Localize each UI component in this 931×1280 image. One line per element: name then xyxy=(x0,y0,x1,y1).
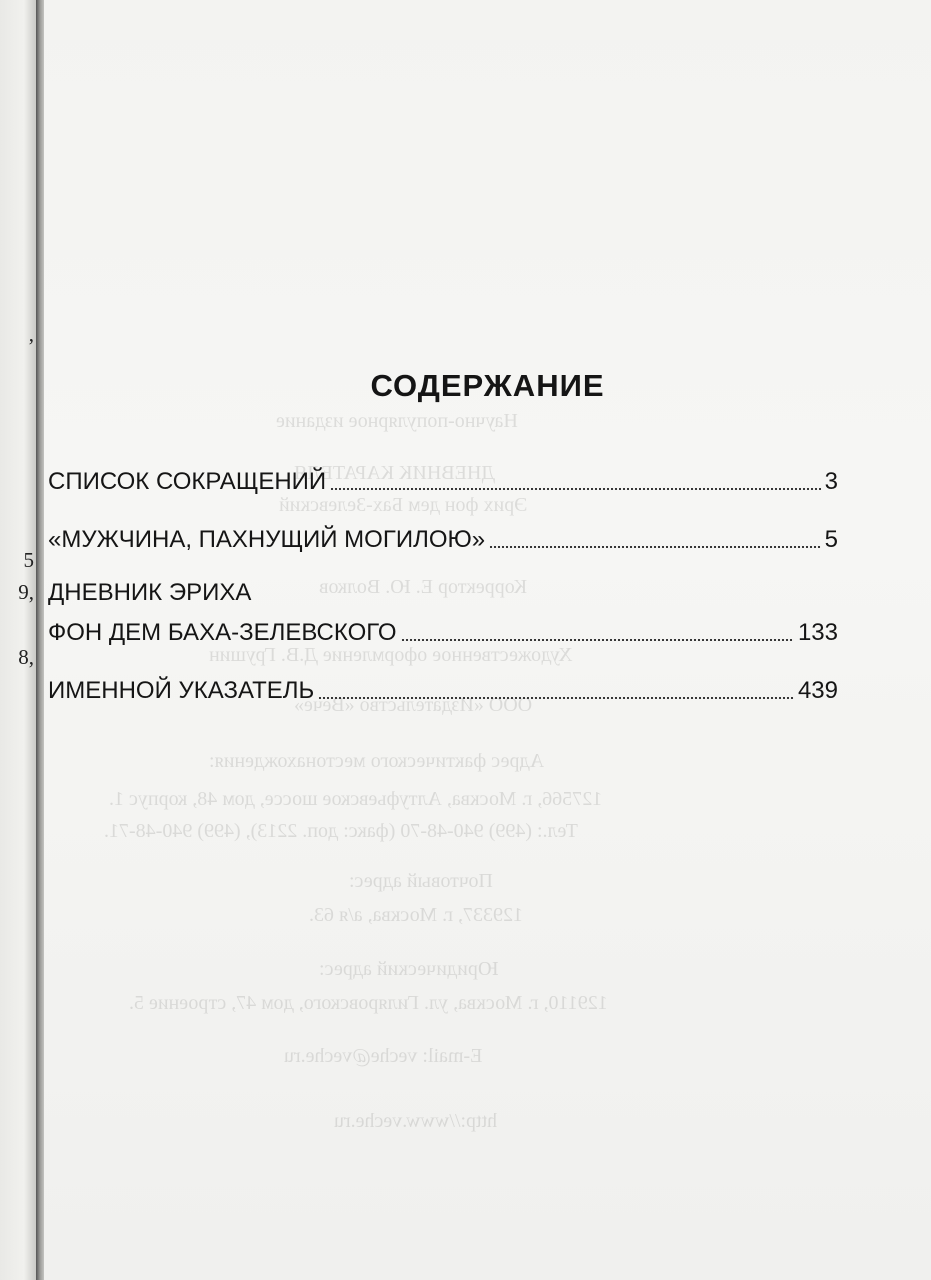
toc-entry-abbreviations[interactable] xyxy=(48,466,838,498)
toc-entry-title-line1: ДНЕВНИК ЭРИХА xyxy=(48,579,252,606)
toc-entry-title: ИМЕННОЙ УКАЗАТЕЛЬ xyxy=(48,677,315,704)
dot-leader xyxy=(318,697,794,699)
show-through-line: Адрес фактического местонахождения: xyxy=(209,750,545,772)
show-through-line: 129110, г. Москва, ул. Гиляровского, дом 47, строение 5. xyxy=(129,992,608,1014)
show-through-line: 129337, г. Москва, а/я 63. xyxy=(309,904,524,926)
show-through-line: Эрих фон дем Бах-Зелевский xyxy=(279,494,528,516)
show-through-line: http://www.veche.ru xyxy=(334,1110,498,1132)
toc-entry-man-smelling-of-grave[interactable] xyxy=(48,524,838,556)
prev-page-fragment: 5 xyxy=(23,548,34,572)
toc-entry-page: 5 xyxy=(824,526,838,553)
show-through-line: E-mail: veche@veche.ru xyxy=(284,1045,483,1067)
toc-entry-title: «МУЖЧИНА, ПАХНУЩИЙ МОГИЛОЮ» xyxy=(48,526,486,553)
show-through-line: Корректор Е. Ю. Волков xyxy=(319,576,528,598)
show-through-line: Научно-популярное издание xyxy=(276,410,518,432)
toc-entry-title: СПИСОК СОКРАЩЕНИЙ xyxy=(48,468,327,495)
dot-leader xyxy=(489,546,821,548)
show-through-line: 127566, г. Москва, Алтуфьевское шоссе, дом 48, корпус 1. xyxy=(109,788,603,810)
toc-entry-page: 439 xyxy=(797,677,838,704)
show-through-line: Почтовый адрес: xyxy=(349,870,493,892)
show-through-line: Юридический адрес: xyxy=(319,958,499,980)
book-page xyxy=(44,0,931,1280)
prev-page-fragment: , xyxy=(28,322,34,346)
prev-page-fragment: 9, xyxy=(18,580,34,604)
toc-entry-title: ФОН ДЕМ БАХА-ЗЕЛЕВСКОГО xyxy=(48,619,397,646)
prev-page-fragment: 8, xyxy=(18,645,34,669)
show-through-line: ООО «Издательство «Вече» xyxy=(294,694,533,716)
dot-leader xyxy=(330,488,820,490)
previous-page-edge xyxy=(0,0,40,1280)
dot-leader xyxy=(401,639,794,641)
toc-entry-page: 3 xyxy=(824,468,838,495)
table-of-contents xyxy=(44,0,931,1280)
show-through-line: Художественное оформление Д.В. Грушин xyxy=(209,644,573,666)
toc-entry-name-index[interactable] xyxy=(48,675,838,707)
toc-title: СОДЕРЖАНИЕ xyxy=(370,368,605,403)
show-through-line: Тел.: (499) 940-48-70 (факс: доп. 2213), (499) 940-48-71. xyxy=(104,820,578,842)
show-through-line: ДНЕВНИК КАРАТЕЛЯ xyxy=(294,462,495,484)
toc-entry-page: 133 xyxy=(797,619,838,646)
